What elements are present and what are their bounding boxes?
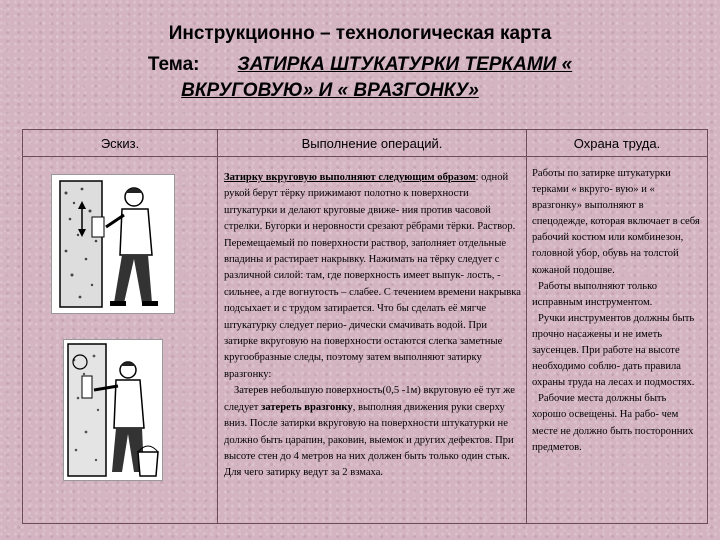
sketch-cell [23, 157, 218, 524]
safety-paragraph-3: Ручки инструментов должны быть прочно насажены и не иметь заусенцев. При работе на высоте необходимо соблю- дать правила охраны труда на лесах и подмостях. [532, 312, 695, 389]
column-header-sketch: Эскиз. [23, 130, 218, 157]
operations-paragraph-1: : одной рукой берут тёрку прижимают полотно к поверхности штукатурки и делают круговые движе- ния против часовой стрелки. Бугорки и неровности срезают рёбрами тёрки. Раствор. Перемещаемый по поверхности раствор, заполняет отдельные впадины и растирает накрывку. Нажимать на тёрку следует с различной силой: там, где поверхность имеет выпук- лость, - сильнее, а где вогнутость – слабее. С течением времени накрывка подсыхает и с трудом затирается. Что бы сделать её мягче штукатурку следует перио- дически смачивать водой. При затирке вкруговую на поверхности остаются слегка заметные кругообразные следы, поэтому затем выполняют затирку вразгонку: [224, 172, 521, 380]
topic-line [0, 52, 720, 78]
topic-text-part1: ЗАТИРКА ШТУКАТУРКИ ТЕРКАМИ « [237, 54, 573, 75]
plasterer-straight-rubbing-sketch-icon [63, 339, 163, 481]
operations-paragraph-2-bold: затереть вразгонку [261, 401, 353, 413]
instruction-table [22, 129, 708, 524]
title-block [0, 22, 720, 104]
safety-text [528, 158, 706, 456]
operations-cell [218, 157, 527, 524]
topic-text-part2: ВКРУГОВУЮ» И « ВРАЗГОНКУ» [181, 80, 479, 101]
column-header-operations: Выполнение операций. [218, 130, 527, 157]
topic-label: Тема: [147, 54, 200, 75]
document-title: Инструкционно – технологическая карта [168, 23, 552, 44]
table-header-row [23, 130, 708, 157]
operations-text [219, 158, 525, 482]
plasterer-circular-rubbing-sketch-icon [51, 174, 175, 314]
operations-intro: Затирку вкруговую выполняют следующим образом [224, 172, 476, 183]
safety-cell [527, 157, 708, 524]
operations-paragraph-2-start: Затерев небольшую поверхность(0,5 -1м) вкруговую её тут же следует [224, 385, 515, 413]
safety-paragraph-2: Работы выполняют только исправным инструментом. [532, 280, 658, 308]
column-header-safety: Охрана труда. [527, 130, 708, 157]
table-body-row [23, 157, 708, 524]
safety-paragraph-1: Работы по затирке штукатурки терками « вкруго- вую» и « вразгонку» выполняют в спецодежде, которая включает в себя рабочий костюм или комбинезон, головной убор, обувь на толстой кожаной подошве. [532, 168, 700, 276]
operations-paragraph-2-end: , выполняя движения руки сверху вниз. После затирки вкруговую на поверхности штукатурки не должно быть царапин, раковин, выемок и других дефектов. При высоте стен до 4 метров на них должен быть только один стык. Для чего затирку ведут за 2 взмаха. [224, 401, 514, 479]
safety-paragraph-4: Рабочие места должны быть хорошо освещены. На рабо- чем месте не должно быть посторонних предметов. [532, 393, 694, 453]
